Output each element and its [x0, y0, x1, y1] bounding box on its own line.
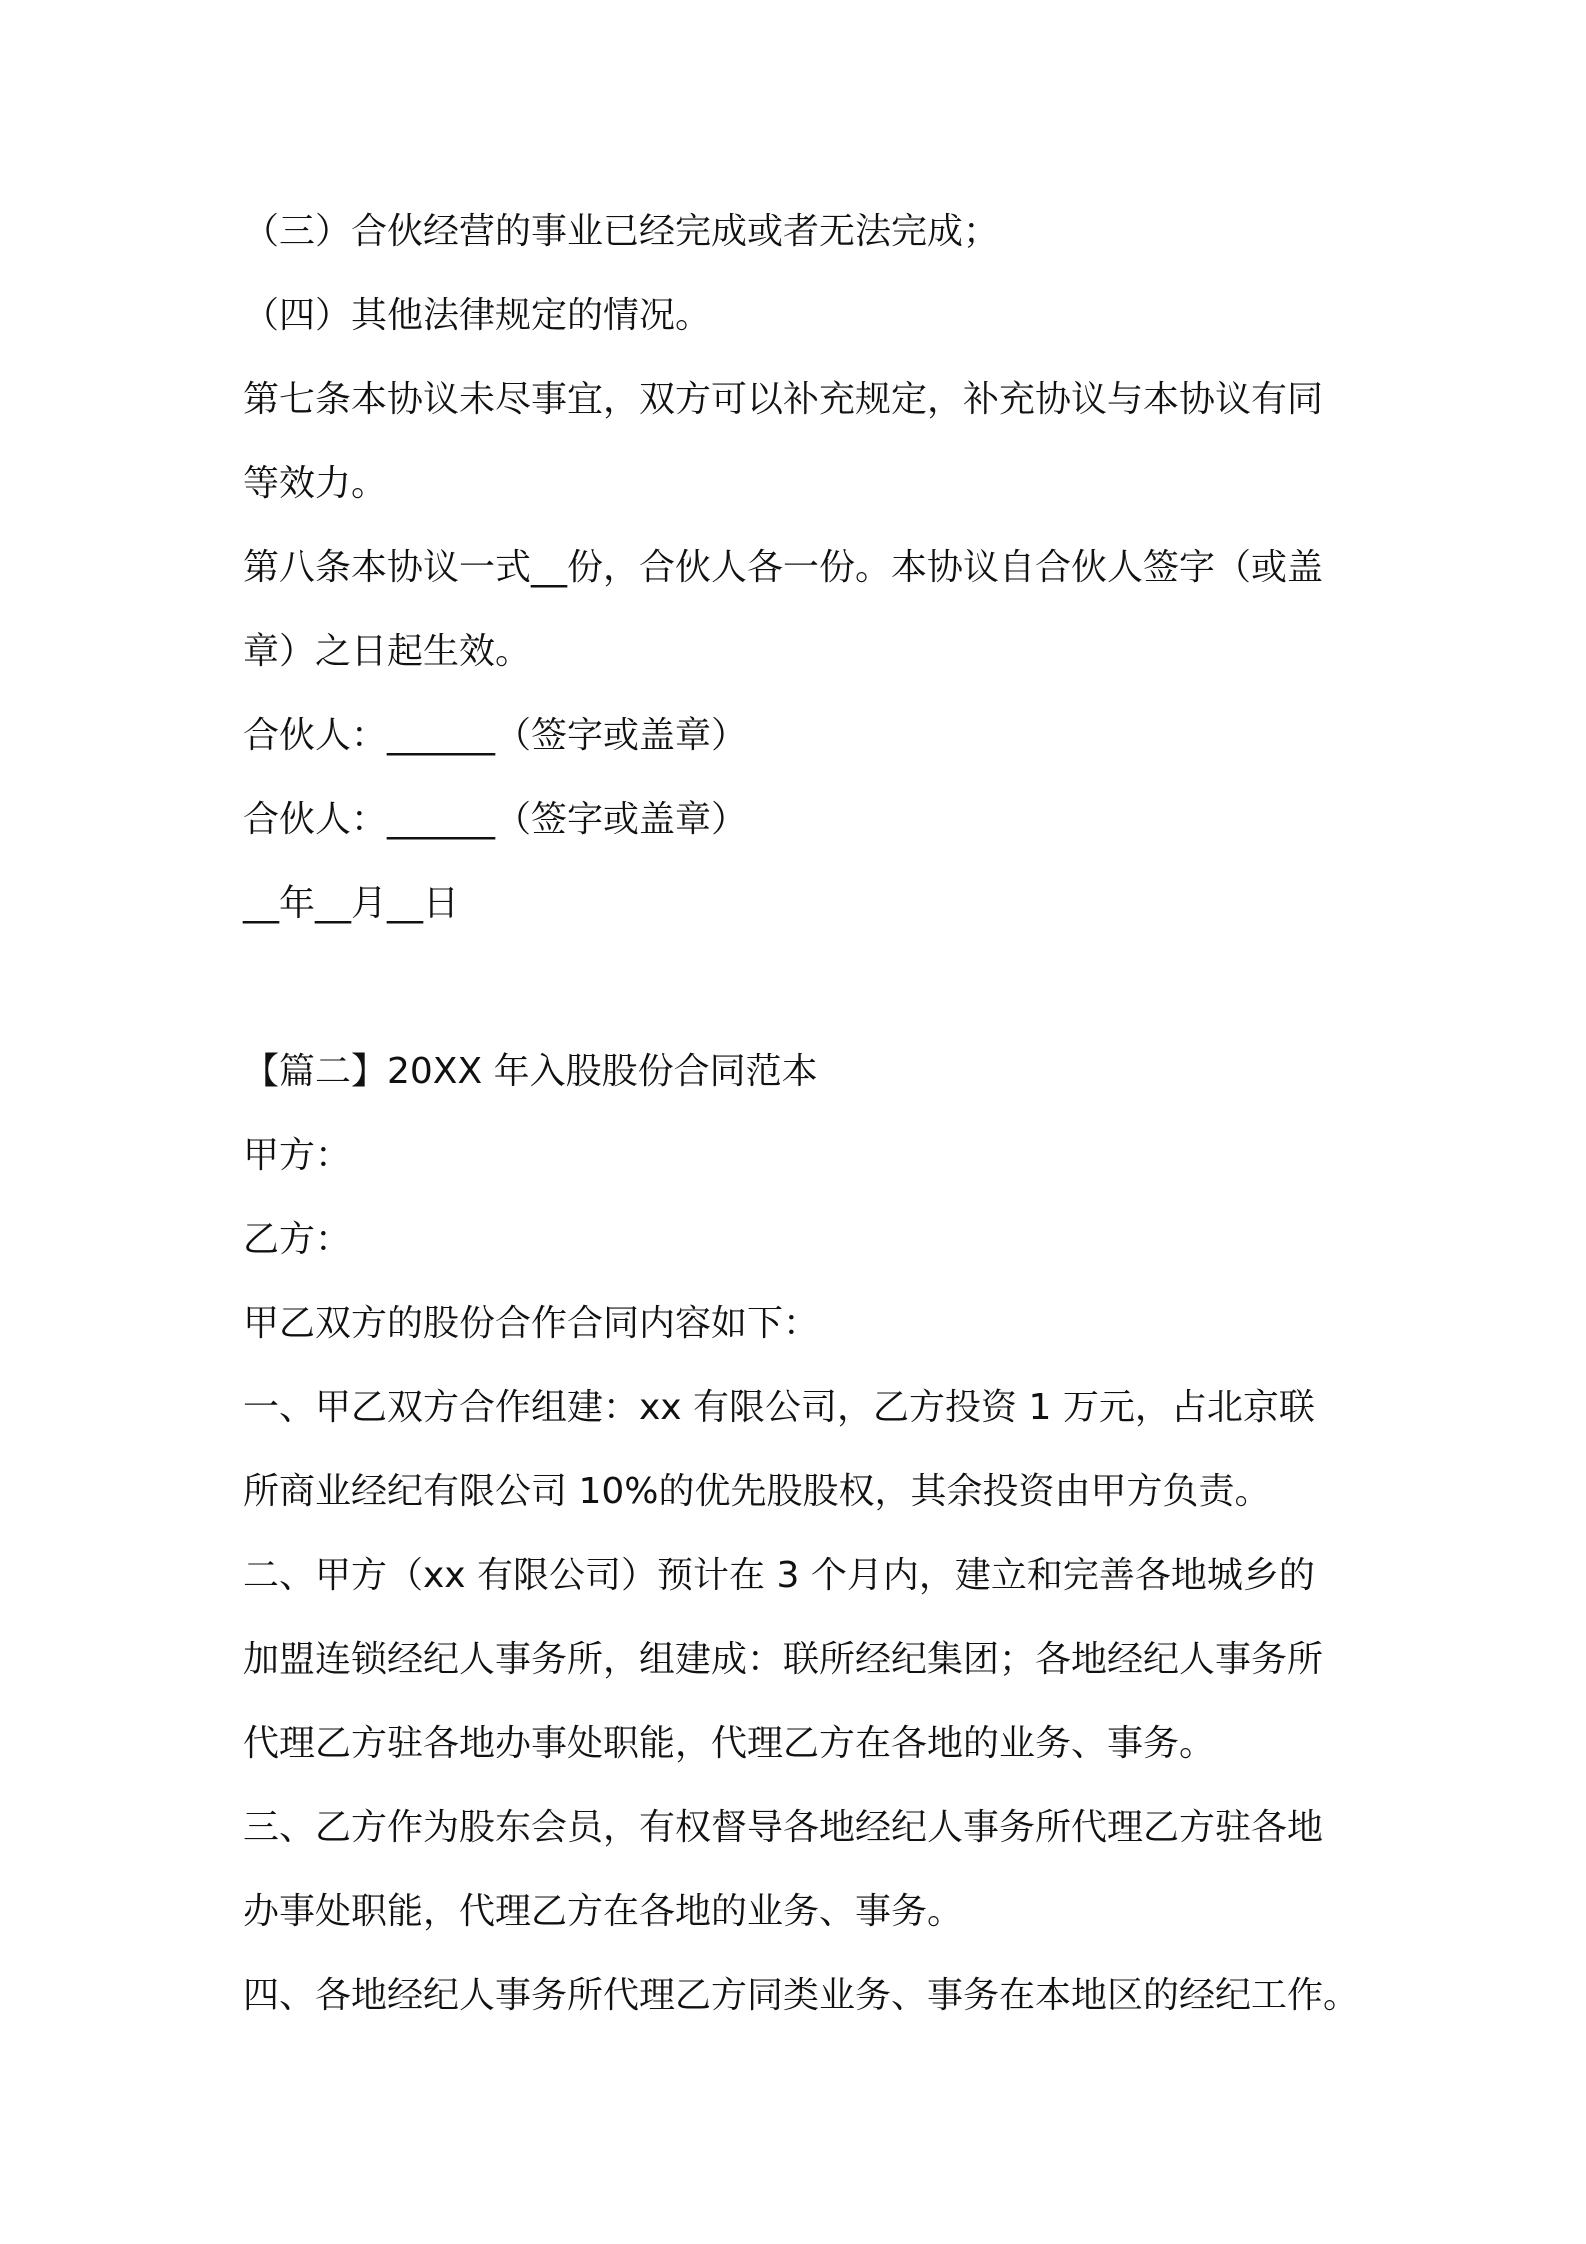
signature-line: 合伙人：______（签字或盖章）: [243, 715, 748, 756]
signature-line: 合伙人：______（签字或盖章）: [243, 799, 748, 840]
party-a-line: 甲方：: [243, 1135, 352, 1176]
section-title: 【篇二】20XX 年入股股份合同范本: [243, 1051, 818, 1092]
text-line: （四）其他法律规定的情况。: [243, 295, 712, 336]
text-line: 一、甲乙双方合作组建：xx 有限公司，乙方投资 1 万元，占北京联: [243, 1387, 1315, 1428]
document-body: [243, 190, 1363, 2038]
text-line: 代理乙方驻各地办事处职能，代理乙方在各地的业务、事务。: [243, 1723, 1216, 1764]
text-line: 章）之日起生效。: [243, 631, 532, 672]
text-line: 加盟连锁经纪人事务所，组建成：联所经纪集团；各地经纪人事务所: [243, 1639, 1324, 1680]
text-line: 三、乙方作为股东会员，有权督导各地经纪人事务所代理乙方驻各地: [243, 1807, 1324, 1848]
text-line: 等效力。: [243, 463, 388, 504]
section-spacer: [243, 946, 1363, 1030]
party-b-line: 乙方：: [243, 1219, 352, 1260]
text-line: 第七条本协议未尽事宜，双方可以补充规定，补充协议与本协议有同: [243, 379, 1324, 420]
text-line: 所商业经纪有限公司 10%的优先股股权，其余投资由甲方负责。: [243, 1471, 1271, 1512]
text-line: 第八条本协议一式__份，合伙人各一份。本协议自合伙人签字（或盖: [243, 547, 1324, 588]
text-line: 四、各地经纪人事务所代理乙方同类业务、事务在本地区的经纪工作。: [243, 1975, 1360, 2016]
text-line: （三）合伙经营的事业已经完成或者无法完成；: [243, 211, 1000, 252]
date-line: __年__月__日: [243, 883, 460, 924]
text-line: 甲乙双方的股份合作合同内容如下：: [243, 1303, 820, 1344]
text-line: 二、甲方（xx 有限公司）预计在 3 个月内，建立和完善各地城乡的: [243, 1555, 1315, 1596]
text-line: 办事处职能，代理乙方在各地的业务、事务。: [243, 1891, 964, 1932]
